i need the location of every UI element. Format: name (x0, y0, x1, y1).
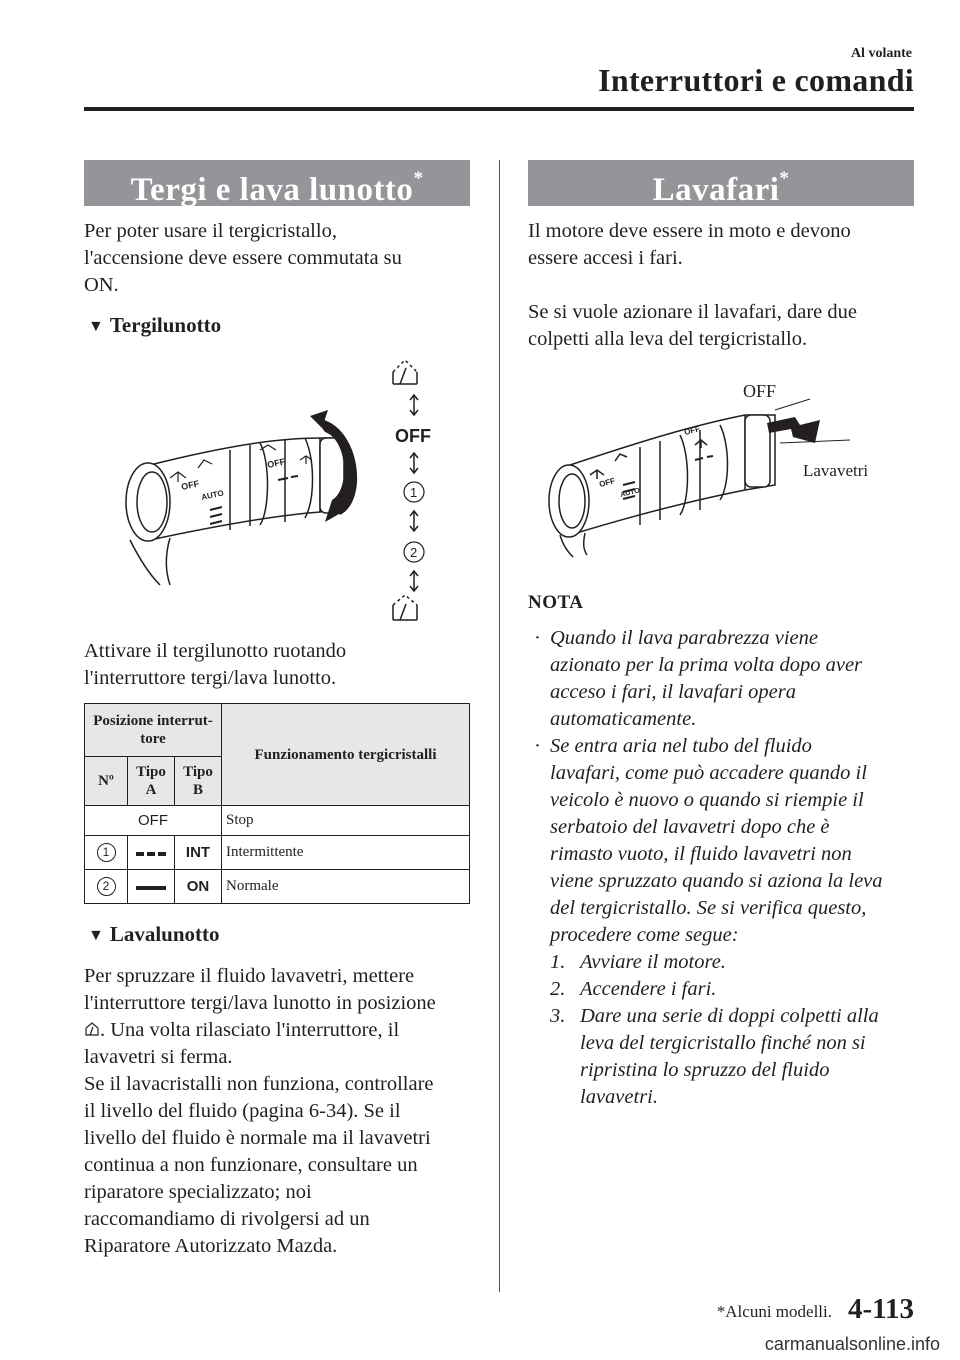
text-line: veicolo è nuovo o quando si riempie il (550, 789, 864, 811)
cell-position-off: OFF (85, 806, 222, 836)
text-fragment: . Una volta rilasciato l'interruttore, il (100, 1019, 400, 1041)
text-line: Riparatore Autorizzato Mazda. (84, 1235, 338, 1257)
text-line: l'interruttore tergi/lava lunotto. (84, 667, 337, 689)
step-number: 2. (550, 978, 566, 1000)
text-line: lavavetri. (580, 1086, 658, 1108)
text-line: Per spruzzare il fluido lavavetri, mettere (84, 965, 415, 987)
header-type-b: Tipo B (175, 757, 222, 806)
header-rule (84, 107, 914, 111)
text-line: riparatore specializzato; noi (84, 1181, 312, 1203)
watermark: carmanualsonline.info (764, 1334, 940, 1354)
table-row (85, 870, 470, 904)
cell-type-b: INT (175, 836, 222, 870)
text-line: lavavetri si ferma. (84, 1046, 233, 1068)
section-title-text: Tergi e lava lunotto (130, 172, 414, 208)
text-line: azionato per la prima volta dopo aver (550, 654, 863, 676)
text-line: livello del fluido è normale ma il lavavetri (84, 1127, 431, 1149)
position-off-label: OFF (395, 426, 431, 446)
double-arrow-icon (410, 511, 418, 531)
headlight-washer-diagram (545, 375, 885, 580)
intro-paragraph (84, 218, 484, 299)
position-1-label: 1 (410, 485, 418, 500)
rear-wiper-switch-diagram (110, 350, 460, 630)
column-divider (499, 160, 500, 1292)
wiper-operation-table (84, 703, 470, 904)
note-body (528, 625, 923, 1111)
lever-off2-label: OFF (683, 424, 702, 437)
continuous-bar-icon (136, 886, 166, 890)
text-line: Il motore deve essere in moto e devono (528, 220, 851, 242)
header-number: Nº (85, 757, 128, 806)
section-title-headlight-washer (528, 160, 914, 206)
note-step (528, 976, 923, 1003)
note-step (528, 1003, 923, 1111)
note-title: NOTA (528, 592, 584, 613)
footer-note: *Alcuni modelli. (716, 1302, 832, 1321)
text-line: rimasto vuoto, il fluido lavavetri non (550, 843, 852, 865)
text-line: essere accesi i fari. (528, 247, 683, 269)
triangle-bullet-icon: ▼ (88, 927, 104, 944)
text-line: Attivare il tergilunotto ruotando (84, 640, 347, 662)
section-title-text: Lavafari (652, 172, 780, 208)
lever-off2-label: OFF (266, 456, 287, 470)
text-line: continua a non funzionare, consultare un (84, 1154, 418, 1176)
blank-line (528, 272, 918, 299)
table-row (85, 836, 470, 870)
position-1-icon: 1 (97, 843, 116, 862)
text-line: acceso i fari, il lavafari opera (550, 681, 796, 703)
washer-paragraph (84, 963, 494, 1260)
cell-type-a (128, 836, 175, 870)
page-title: Interruttori e comandi (598, 62, 914, 98)
lever-auto-label: AUTO (200, 488, 225, 502)
cell-type-b: ON (175, 870, 222, 904)
cell-number (85, 836, 128, 870)
text-line: Se il lavacristalli non funziona, controllare (84, 1073, 434, 1095)
step-number: 3. (550, 1005, 566, 1027)
intermittent-dashes-icon (136, 852, 166, 856)
double-arrow-icon (410, 571, 418, 591)
text-line: viene spruzzato quando si aziona la leva (550, 870, 883, 892)
header-switch-position: Posizione interrut-tore (85, 704, 222, 757)
note-step (528, 949, 923, 976)
subheading-tergilunotto (88, 313, 221, 338)
text-line: ON. (84, 274, 119, 296)
subheading-text: Tergilunotto (109, 313, 222, 337)
cell-number (85, 870, 128, 904)
text-line: procedere come segue: (550, 924, 739, 946)
leader-line (775, 399, 810, 410)
text-line: Per poter usare il tergicristallo, (84, 220, 337, 242)
optional-star: * (779, 168, 790, 189)
text-line (84, 1017, 494, 1044)
text-line: Dare una serie di doppi colpetti alla (580, 1005, 879, 1027)
step-number: 1. (550, 951, 566, 973)
text-line: colpetti alla leva del tergicristallo. (528, 328, 808, 350)
lever-auto-label: AUTO (619, 487, 641, 499)
text-line: Se si vuole azionare il lavafari, dare due (528, 301, 857, 323)
text-line: raccomandiamo di rivolgersi ad un (84, 1208, 370, 1230)
text-line: Avviare il motore. (580, 951, 726, 973)
double-arrow-icon (410, 453, 418, 473)
optional-star: * (413, 168, 424, 189)
lever-off-label: OFF (180, 478, 201, 492)
header-type-a: Tipo A (128, 757, 175, 806)
bullet-dot-icon: · (534, 627, 541, 649)
headlight-intro-paragraph (528, 218, 918, 353)
text-line: serbatoio del lavavetri dopo che è (550, 816, 830, 838)
table-row (85, 806, 470, 836)
off-label: OFF (743, 381, 777, 401)
text-line: del tergicristallo. Se si verifica questo, (550, 897, 867, 919)
cell-function: Intermittente (222, 836, 470, 870)
header-wiper-operation: Funzionamento tergicristalli (222, 704, 470, 806)
section-title-rear-wiper (84, 160, 470, 206)
page-number: 4-113 (847, 1293, 914, 1325)
position-2-label: 2 (410, 545, 418, 560)
triangle-bullet-icon: ▼ (88, 318, 104, 335)
text-line: il livello del fluido (pagina 6-34). Se il (84, 1100, 401, 1122)
subheading-text: Lavalunotto (109, 922, 220, 946)
cell-function: Normale (222, 870, 470, 904)
caption-paragraph (84, 638, 484, 692)
text-line: lavafari, come può accadere quando il (550, 762, 867, 784)
text-line: l'interruttore tergi/lava lunotto in posizione (84, 992, 436, 1014)
washer-label: Lavavetri (803, 461, 869, 480)
text-line: Se entra aria nel tubo del fluido (550, 735, 812, 757)
text-line: Quando il lava parabrezza viene (550, 627, 818, 649)
lever-off-label: OFF (598, 476, 617, 489)
chapter-label: Al volante (850, 46, 912, 61)
wash-symbol-icon (84, 1021, 100, 1037)
text-line: ripristina lo spruzzo del fluido (580, 1059, 830, 1081)
double-arrow-icon (410, 395, 418, 415)
cell-function: Stop (222, 806, 470, 836)
bullet-dot-icon: · (534, 735, 541, 757)
text-line: automaticamente. (550, 708, 697, 730)
wash-symbol-icon (393, 360, 417, 384)
cell-type-a (128, 870, 175, 904)
subheading-lavalunotto (88, 922, 220, 947)
wash-symbol-icon (393, 595, 417, 620)
position-2-icon: 2 (97, 877, 116, 896)
text-line: Accendere i fari. (580, 978, 717, 1000)
text-line: l'accensione deve essere commutata su (84, 247, 402, 269)
text-line: leva del tergicristallo finché non si (580, 1032, 866, 1054)
note-bullet (528, 733, 923, 949)
note-bullet (528, 625, 923, 733)
